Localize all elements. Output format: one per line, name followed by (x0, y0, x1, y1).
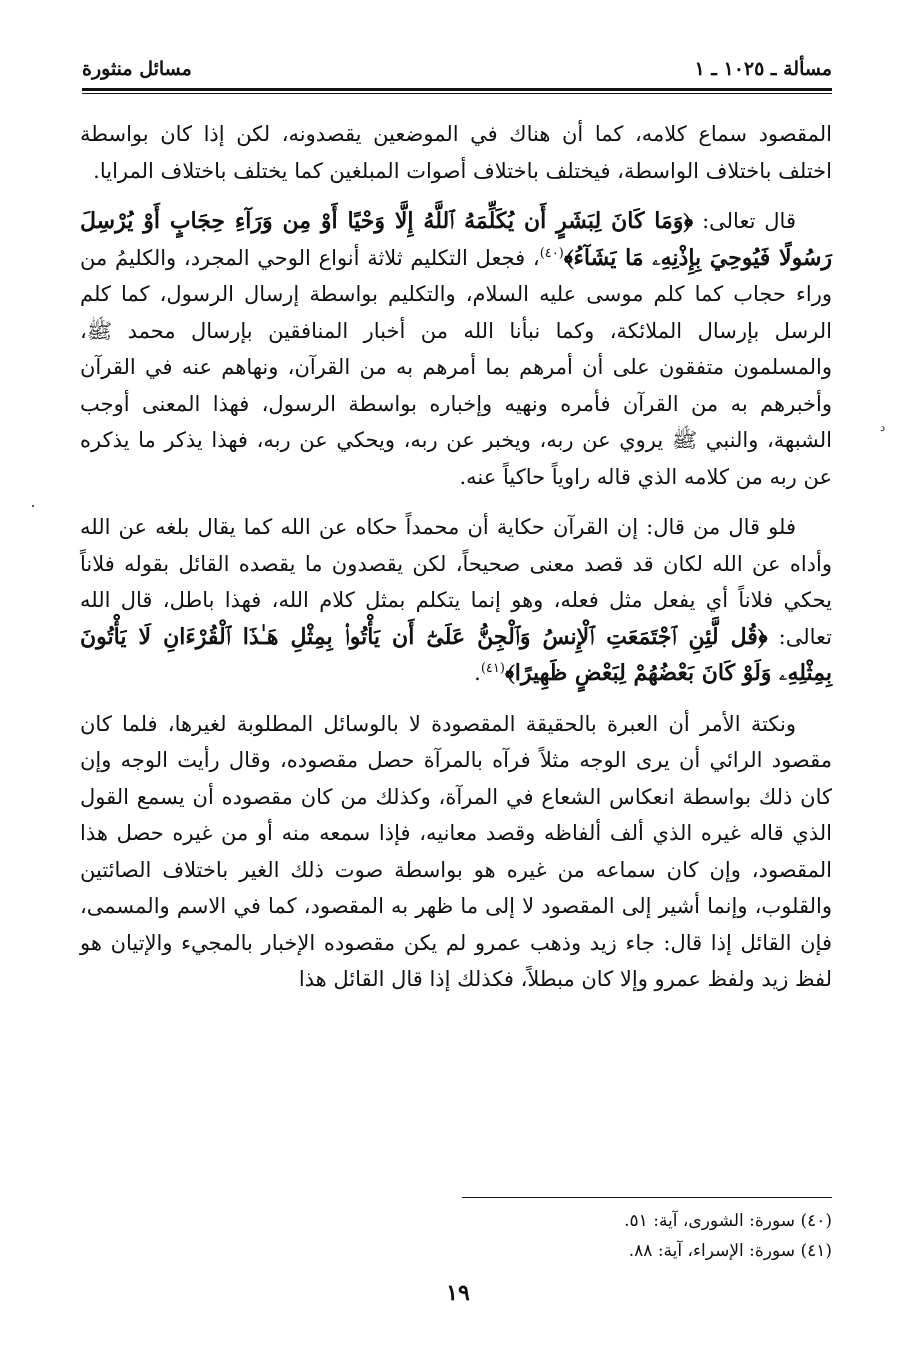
margin-dot (32, 505, 34, 507)
margin-mark: د (880, 420, 886, 434)
paragraph-2-rest: ، فجعل التكليم ثلاثة أنواع الوحي المجرد، والكليمُ من وراء حجاب كما كلم موسى عليه السلام، والتكليم بواسطة إرسال الرسول، كما كلم الرسل بإرسال الملائكة، وكما نبأنا الله من أخبار المنافقين بإرسال محمد ﷺ، والمسلمون متفقون على أن أمرهم بما أمرهم به من القرآن، ونهاهم عنه في القرآن وأخبرهم به من القرآن فأمره ونهيه وإخباره بواسطة الرسول، فهذا المعنى أوجب الشبهة، والنبي ﷺ يروي عن ربه، ويخبر عن ربه، ويحكي عن ربه، فهذا يذكر ما يذكره عن ربه من كلامه الذي قاله راوياً حاكياً عنه. (80, 245, 832, 489)
running-header (82, 58, 832, 86)
header-rule-thin (82, 93, 832, 94)
paragraph-4 (80, 706, 832, 998)
book-title: مسائل منثورة (82, 58, 192, 80)
paragraph-3-intro: فلو قال من قال: إن القرآن حكاية أن محمداً حكاه عن الله كما يقال بلغه عن الله وأداه عن الله لكان قد قصد معنى صحيحاً، لكن يقصدون ما يقصده القائل بقوله فلاناً يحكي فلاناً أي يفعل مثل فعله، وهو إنما يتكلم بمثل كلام الله، فهذا باطل، قال الله تعالى: (80, 515, 832, 649)
paragraph-2 (80, 203, 832, 495)
header-rule-thick (82, 88, 832, 91)
footnote-ref-40[interactable]: (٤٠) (539, 245, 564, 261)
paragraph-3-end: . (474, 661, 481, 685)
quran-verse-shura: ﴿وَمَا كَانَ لِبَشَرٍ أَن يُكَلِّمَهُ ٱللَّهُ إِلَّا وَحْيًا أَوْ مِن وَرَآءِ حِجَابٍ أَوْ يُرْسِلَ رَسُولًا فَيُوحِيَ بِإِذْنِهِۦ مَا يَشَآءُ﴾ (80, 208, 832, 271)
footnote-40: (٤٠) سورة: الشورى، آية: ٥١. (624, 1211, 832, 1231)
paragraph-1-text: المقصود سماع كلامه، كما أن هناك في الموضعين يقصدونه، لكن إذا كان بواسطة اختلف باختلاف الواسطة، فيختلف باختلاف أصوات المبلغين كما يختلف باختلاف المرايا. (80, 122, 832, 183)
footnotes (232, 1206, 832, 1266)
main-text (80, 116, 832, 1012)
paragraph-4-text: ونكتة الأمر أن العبرة بالحقيقة المقصودة لا بالوسائل المطلوبة لغيرها، فلما كان مقصود الرائي أن يرى الوجه مثلاً فرآه بالمرآة حصل مقصوده، وقال رأيت الوجه وإن كان ذلك بواسطة انعكاس الشعاع في المرآة، وكذلك من كان مقصوده أن يسمع القول الذي قاله غيره الذي ألف ألفاظه وقصد معانيه، فإذا سمعه منه أو من غيره حصل هذا المقصود، وإن كان سماعه من غيره هو بواسطة صوت ذلك الغير باختلاف الصائتين والقلوب، وإنما أشير إلى المقصود لا إلى ما ظهر به المقصود، كما في الاسم والمسمى، فإن القائل إذا قال: جاء زيد وذهب عمرو لم يكن مقصوده الإخبار بالمجيء والإتيان هو لفظ زيد ولفظ عمرو وإلا كان مبطلاً، فكذلك إذا قال القائل هذا (80, 711, 832, 991)
quran-verse-isra: ﴿قُل لَّئِنِ ٱجْتَمَعَتِ ٱلْإِنسُ وَٱلْجِنُّ عَلَىٰٓ أَن يَأْتُوا۟ بِمِثْلِ هَـٰذَا ٱلْقُرْءَانِ لَا يَأْتُونَ بِمِثْلِهِۦ وَلَوْ كَانَ بَعْضُهُمْ لِبَعْضٍ ظَهِيرًا﴾ (80, 623, 832, 686)
footnote-41: (٤١) سورة: الإسراء، آية: ٨٨. (628, 1241, 832, 1261)
issue-number: مسألة ـ ١٠٢٥ ـ ١ (694, 58, 832, 80)
paragraph-1 (80, 116, 832, 189)
paragraph-2-intro: قال تعالى: (702, 209, 796, 233)
page-number: ١٩ (446, 1280, 470, 1306)
paragraph-3 (80, 509, 832, 692)
footnote-separator (462, 1197, 832, 1198)
footnote-ref-41[interactable]: (٤١) (480, 661, 505, 676)
